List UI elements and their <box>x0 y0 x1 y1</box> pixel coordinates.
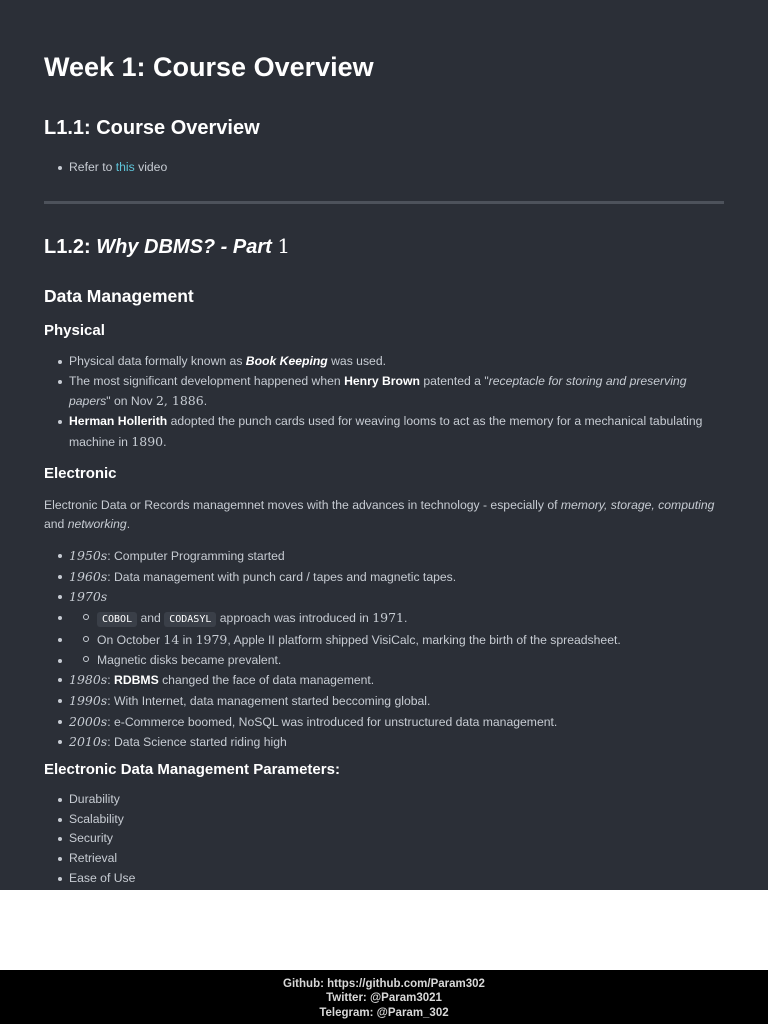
list-item: 1950s: Computer Programming started <box>58 546 724 567</box>
list-item: Ease of Use <box>58 869 724 889</box>
video-link[interactable]: this <box>115 160 135 174</box>
page-title: Week 1: Course Overview <box>44 52 374 82</box>
list-item: Retrieval <box>58 849 724 869</box>
heading-parameters: Electronic Data Management Parameters: <box>44 761 340 778</box>
l1-1-list <box>58 158 724 178</box>
footer-telegram: Telegram: @Param_302 <box>319 1006 449 1019</box>
footer-twitter: Twitter: @Param3021 <box>326 992 442 1005</box>
heading-physical: Physical <box>44 322 105 339</box>
list-item: 2000s: e-Commerce boomed, NoSQL was introduced for unstructured data management. <box>58 712 724 733</box>
list-item: 2010s: Data Science started riding high <box>58 732 724 753</box>
list-item: 1980s: RDBMS changed the face of data management. <box>58 670 724 691</box>
heading-data-management: Data Management <box>44 286 194 306</box>
parameters-list <box>58 790 724 889</box>
list-item: Durability <box>58 790 724 810</box>
electronic-paragraph: Electronic Data or Records managemnet moves with the advances in technology - especially of memory, storage, computing and networking. <box>44 498 715 531</box>
heading-electronic: Electronic <box>44 465 117 482</box>
list-item: The most significant development happened when Henry Brown patented a "receptacle for storing and preserving papers" on Nov 2, 1886. <box>58 372 724 412</box>
list-item: Herman Hollerith adopted the punch cards used for weaving looms to act as the memory for a mechanical tabulating machine in 1890. <box>58 412 724 452</box>
list-item: Security <box>58 829 724 849</box>
list-item: 1960s: Data management with punch card / tapes and magnetic tapes. <box>58 567 724 588</box>
list-item: 1990s: With Internet, data management started beccoming global. <box>58 691 724 712</box>
list-item: COBOL and CODASYL approach was introduced in 1971. <box>58 608 724 630</box>
list-item: On October 14 in 1979, Apple II platform shipped VisiCalc, marking the birth of the spreadsheet. <box>58 630 724 651</box>
list-item: Scalability <box>58 810 724 830</box>
list-item: Refer to this video <box>58 158 724 178</box>
list-item: Magnetic disks became prevalent. <box>58 651 724 671</box>
horizontal-divider <box>44 201 724 204</box>
list-item: Physical data formally known as Book Keeping was used. <box>58 352 724 372</box>
footer-github: Github: https://github.com/Param302 <box>283 978 485 990</box>
physical-list <box>58 352 724 453</box>
list-item: 1970s <box>58 587 724 608</box>
footer-credits <box>0 970 768 1024</box>
code-cobol: COBOL <box>97 612 137 627</box>
code-codasyl: CODASYL <box>164 612 216 627</box>
electronic-timeline-list <box>58 546 724 753</box>
section-heading-l1-1: L1.1: Course Overview <box>44 117 260 139</box>
section-heading-l1-2: L1.2: Why DBMS? - Part 1 <box>44 234 291 258</box>
